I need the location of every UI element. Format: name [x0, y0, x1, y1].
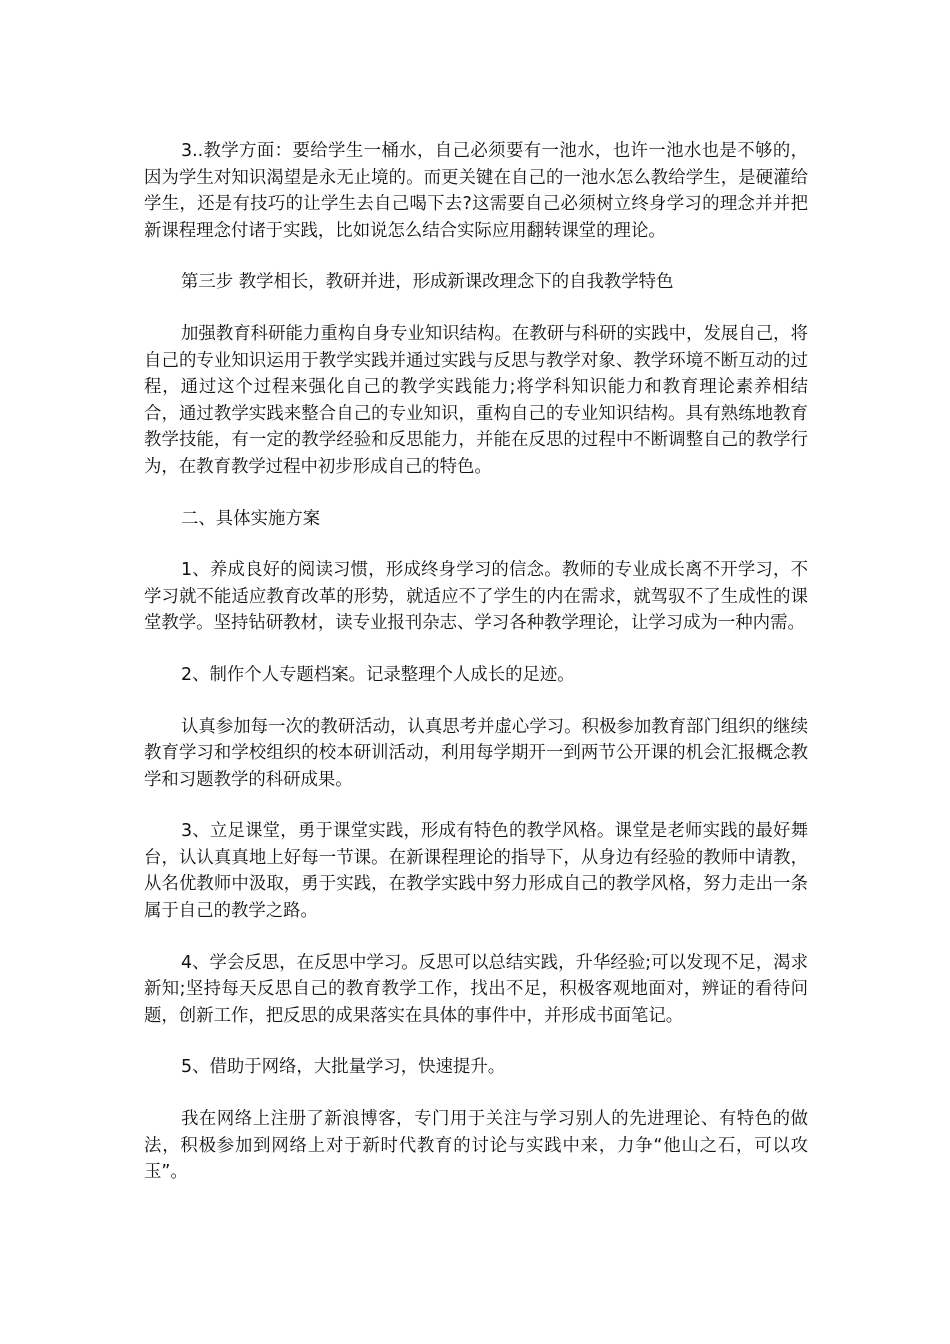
paragraph-internet-learning: 5、借助于网络，大批量学习，快速提升。 [181, 1057, 506, 1078]
paragraph-classroom-practice: 3、立足课堂，勇于课堂实践，形成有特色的教学风格。课堂是老师实践的最好舞台，认认真真地上好每一节课。在新课程理论的指导下，从身边有经验的教师中请教，从名优教师中汲取，勇于实践，在教学实践中努力形成自己的教学风格，努力走出一条属于自己的教学之路。 [144, 821, 808, 922]
paragraph-section-two-heading: 二、具体实施方案 [181, 508, 321, 529]
paragraph-research-ability: 加强教育科研能力重构自身专业知识结构。在教研与科研的实践中，发展自己，将自己的专业知识运用于教学实践并通过实践与反思与教学对象、教学环境不断互动的过程，通过这个过程来强化自己的教学实践能力;将学科知识能力和教育理论素养相结合，通过教学实践来整合自己的专业知识，重构自己的专业知识结构。具有熟练地教育教学技能，有一定的教学经验和反思能力，并能在反思的过程中不断调整自己的教学行为，在教育教学过程中初步形成自己的特色。 [144, 323, 808, 477]
paragraph-reading-habits: 1、养成良好的阅读习惯，形成终身学习的信念。教师的专业成长离不开学习，不学习就不能适应教育改革的形势，就适应不了学生的内在需求，就驾驭不了生成性的课堂教学。坚持钻研教材，读专业报刊杂志、学习各种教学理论，让学习成为一种内需。 [144, 560, 808, 634]
document-body [144, 138, 808, 1211]
paragraph-blog: 我在网络上注册了新浪博客，专门用于关注与学习别人的先进理论、有特色的做法，积极参加到网络上对于新时代教育的讨论与实践中来，力争“他山之石，可以攻玉”。 [144, 1109, 808, 1183]
paragraph-reflection: 4、学会反思，在反思中学习。反思可以总结实践，升华经验;可以发现不足，渴求新知;坚持每天反思自己的教育教学工作，找出不足，积极客观地面对，辨证的看待问题，创新工作，把反思的成果落实在具体的事件中，并形成书面笔记。 [144, 952, 808, 1026]
paragraph-teaching-aspect: 3..教学方面：要给学生一桶水，自己必须要有一池水，也许一池水也是不够的，因为学生对知识渴望是永无止境的。而更关键在自己的一池水怎么教给学生，是硬灌给学生，还是有技巧的让学生去自己喝下去?这需要自己必须树立终身学习的理念并并把新课程理念付诸于实践，比如说怎么结合实际应用翻转课堂的理论。 [144, 141, 808, 241]
paragraph-personal-archive: 2、制作个人专题档案。记录整理个人成长的足迹。 [181, 664, 575, 685]
paragraph-step-three-heading: 第三步 教学相长，教研并进，形成新课改理念下的自我教学特色 [181, 272, 674, 293]
paragraph-research-activities: 认真参加每一次的教研活动，认真思考并虚心学习。积极参加教育部门组织的继续教育学习和学校组织的校本研训活动，利用每学期开一到两节公开课的机会汇报概念教学和习题教学的科研成果。 [144, 716, 808, 790]
